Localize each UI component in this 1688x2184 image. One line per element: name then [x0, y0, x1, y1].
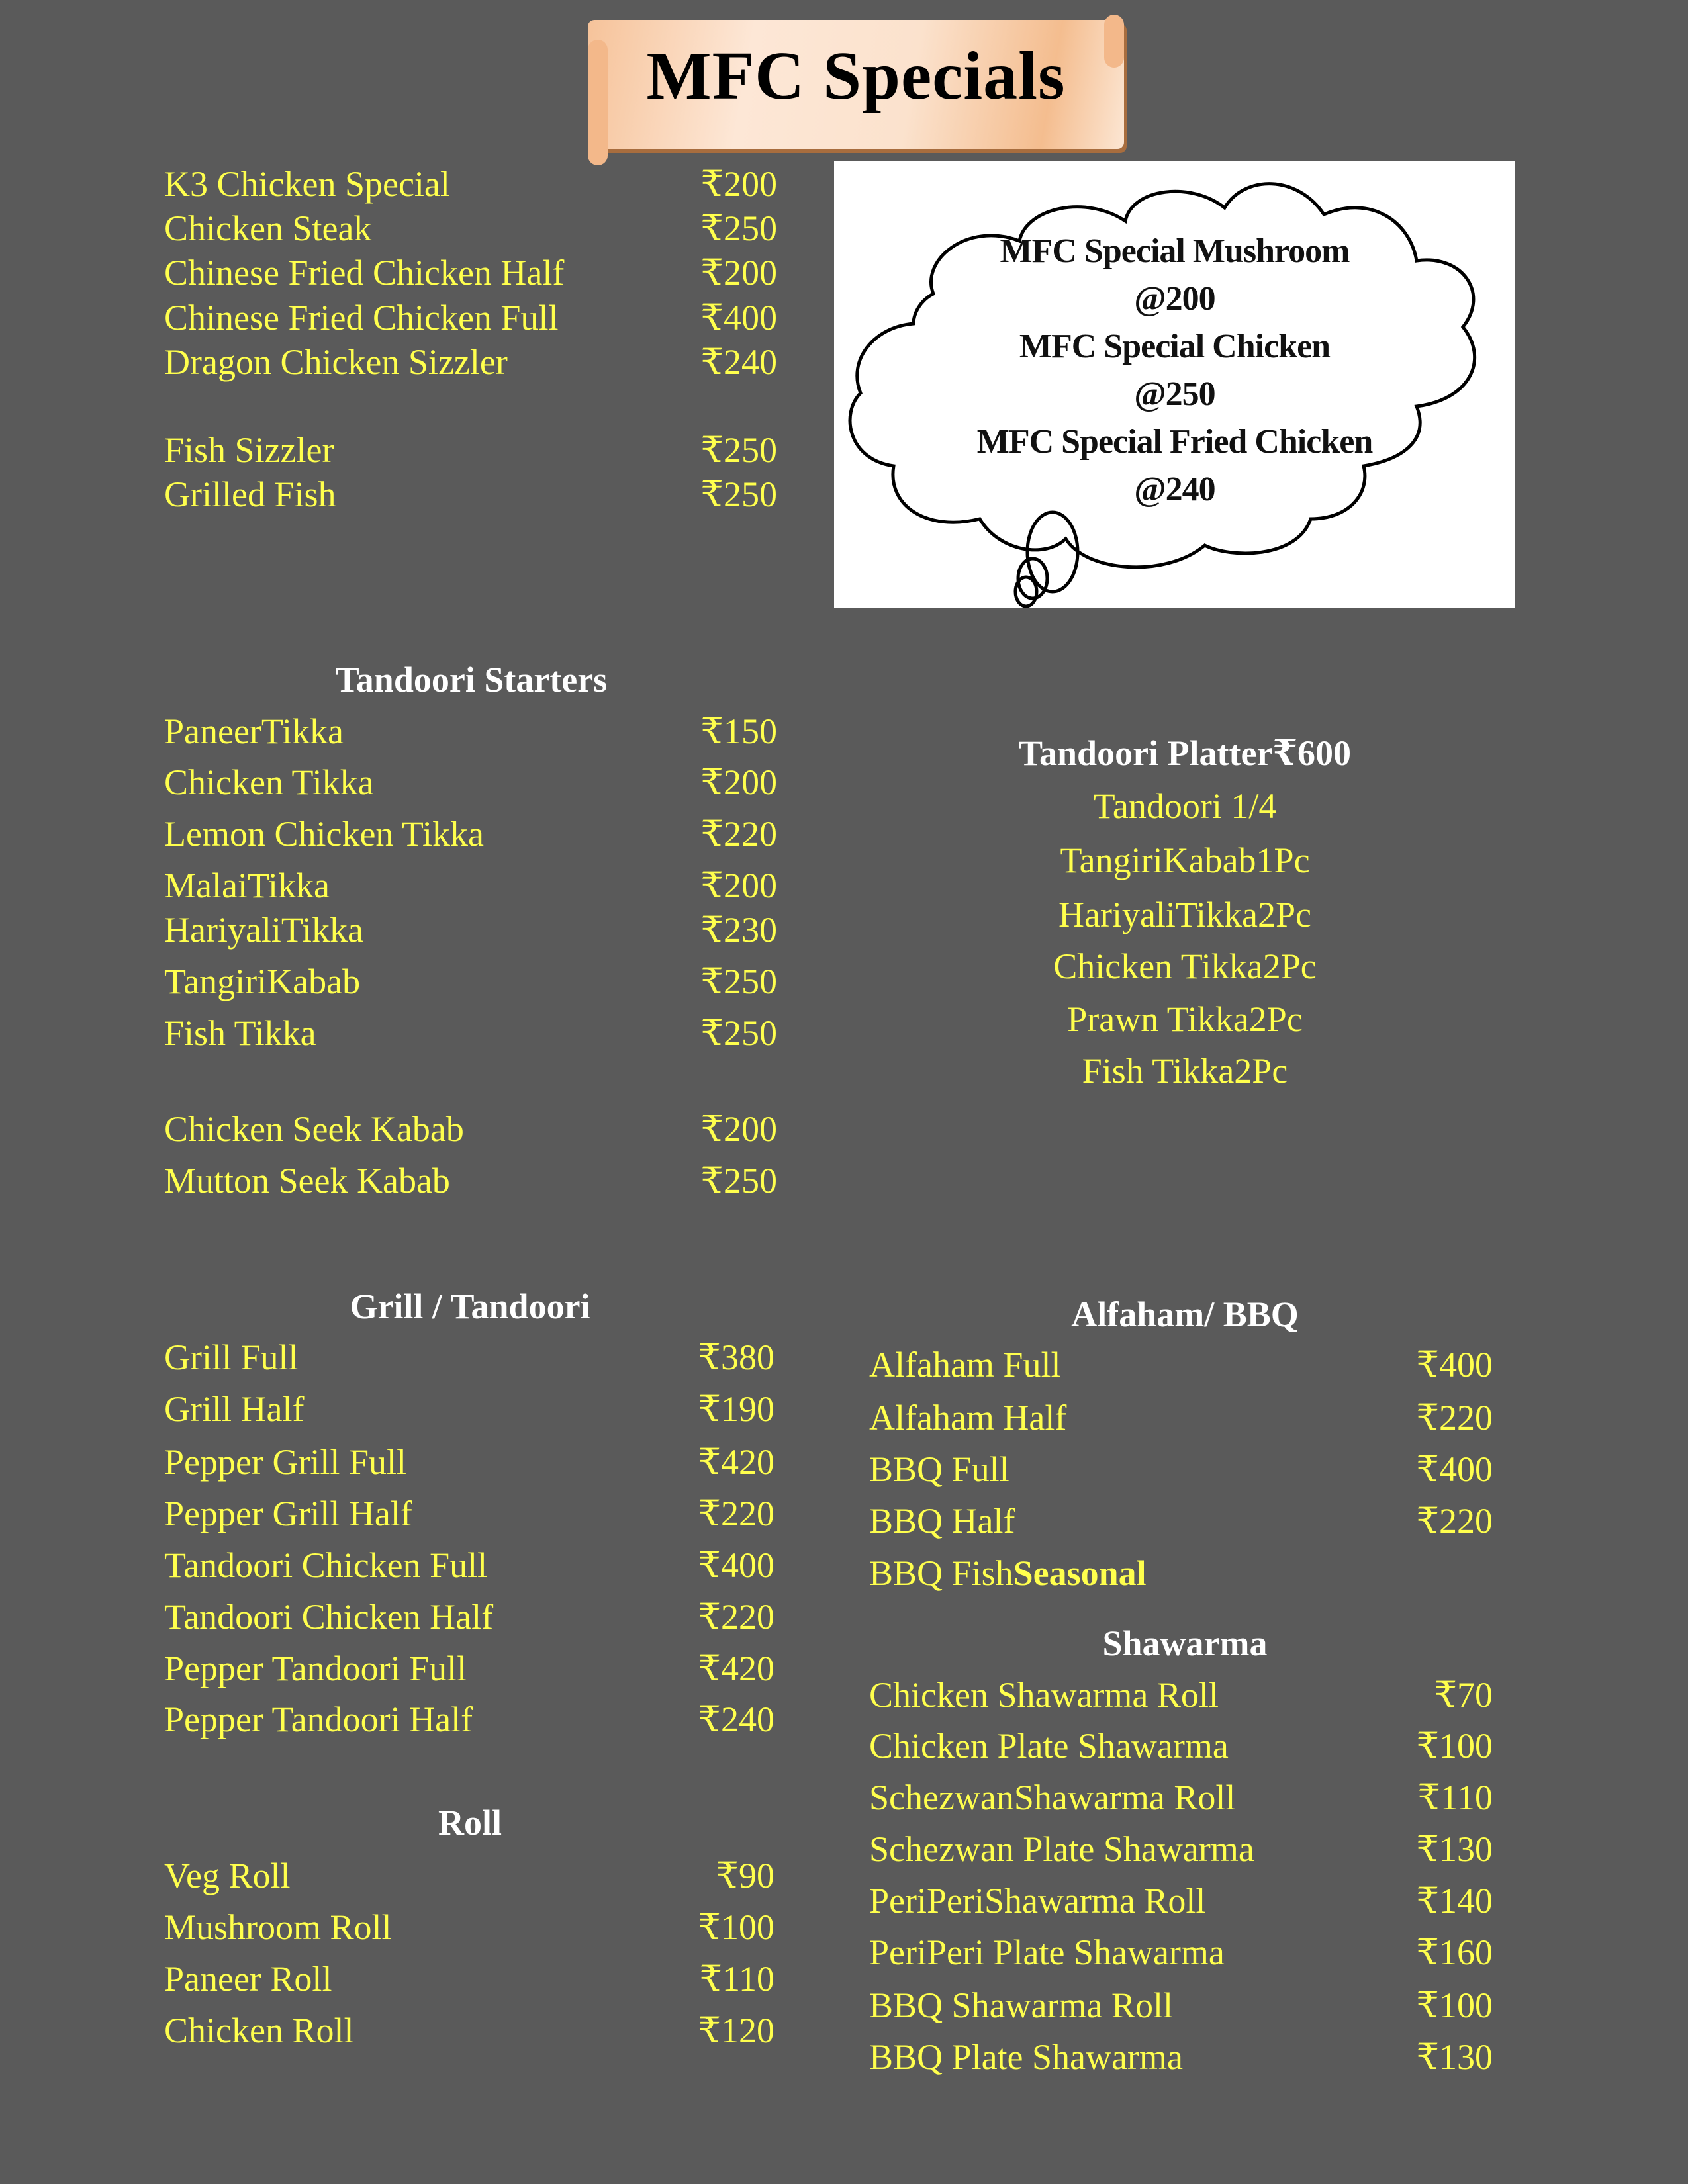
menu-item-name: Chicken Shawarma Roll [869, 1675, 1219, 1715]
menu-item-price: ₹200 [700, 866, 777, 905]
platter-item: Tandoori 1/4 [1093, 786, 1277, 826]
menu-item-name: Pepper Grill Full [164, 1442, 406, 1482]
menu-item-name: Grilled Fish [164, 475, 336, 514]
menu-item-price: ₹110 [699, 1959, 774, 1999]
menu-item-price: ₹190 [698, 1389, 774, 1429]
menu-item-price: ₹100 [1416, 1985, 1493, 2025]
menu-item-price: ₹200 [700, 1109, 777, 1149]
menu-item-price: ₹200 [700, 253, 777, 293]
platter-item: HariyaliTikka2Pc [1058, 895, 1311, 934]
menu-item-price: ₹420 [698, 1442, 774, 1482]
menu-item-name: HariyaliTikka [164, 910, 363, 950]
menu-item-name: BBQ Full [869, 1449, 1009, 1489]
menu-item-name: Mutton Seek Kabab [164, 1161, 450, 1201]
menu-item-price: ₹140 [1416, 1881, 1493, 1921]
menu-item-name: Veg Roll [164, 1856, 291, 1895]
menu-item-name: PeriPeriShawarma Roll [869, 1881, 1206, 1921]
menu-item-name: Fish Sizzler [164, 430, 334, 470]
menu-item-name: Chinese Fried Chicken Half [164, 253, 565, 293]
menu-item-name: Paneer Roll [164, 1959, 332, 1999]
menu-item-name: Chicken Plate Shawarma [869, 1726, 1229, 1766]
cloud-line: MFC Special Mushroom [1000, 232, 1350, 270]
menu-item-price: ₹400 [698, 1545, 774, 1585]
menu-item-price: ₹130 [1416, 1829, 1493, 1869]
menu-item-price: ₹200 [700, 762, 777, 802]
section-heading: Alfaham/ BBQ [1071, 1295, 1299, 1334]
menu-item-name: K3 Chicken Special [164, 164, 450, 204]
menu-item-price: ₹100 [1416, 1726, 1493, 1766]
menu-item-price: ₹400 [1416, 1345, 1493, 1385]
menu-item-name: Chicken Tikka [164, 762, 374, 802]
menu-item-name: Chicken Roll [164, 2011, 354, 2050]
menu-item-name: PeriPeri Plate Shawarma [869, 1933, 1225, 1972]
platter-item: Chicken Tikka2Pc [1053, 946, 1317, 986]
seasonal-note: Seasonal [1013, 1553, 1147, 1593]
menu-item-name: Chinese Fried Chicken Full [164, 298, 559, 338]
menu-item-name: Chicken Seek Kabab [164, 1109, 464, 1149]
menu-item-name: Fish Tikka [164, 1013, 316, 1053]
menu-item-name: Alfaham Half [869, 1398, 1067, 1437]
menu-item-name: BBQ Shawarma Roll [869, 1985, 1173, 2025]
cloud-line: MFC Special Fried Chicken [976, 423, 1373, 461]
menu-item-price: ₹240 [698, 1700, 774, 1739]
section-heading: Tandoori Platter₹600 [1018, 733, 1352, 773]
menu-item-price: ₹400 [1416, 1449, 1493, 1489]
menu-item-name: Chicken Steak [164, 208, 372, 248]
menu-item-price: ₹100 [698, 1907, 774, 1947]
menu-item-name: Tandoori Chicken Full [164, 1545, 488, 1585]
menu-item-name: Alfaham Full [869, 1345, 1061, 1385]
menu-item-price: ₹200 [700, 164, 777, 204]
menu-item-name: TangiriKabab [164, 962, 361, 1001]
cloud-line: @240 [1134, 471, 1215, 508]
menu-item-price: ₹380 [698, 1338, 774, 1377]
section-heading: Tandoori Starters [335, 660, 608, 700]
menu-item-price: ₹250 [700, 475, 777, 514]
menu-item-price: ₹250 [700, 1161, 777, 1201]
section-heading: Grill / Tandoori [350, 1287, 590, 1326]
menu-item-price: ₹130 [1416, 2037, 1493, 2077]
menu-item-name: Lemon Chicken Tikka [164, 814, 484, 854]
menu-item-name: PaneerTikka [164, 711, 344, 751]
menu-item-name: Pepper Tandoori Half [164, 1700, 473, 1739]
menu-item-price: ₹250 [700, 1013, 777, 1053]
menu-item-name: BBQ Half [869, 1501, 1015, 1541]
menu-item-name: Schezwan Plate Shawarma [869, 1829, 1254, 1869]
menu-item-price: ₹110 [1417, 1778, 1493, 1817]
platter-item: Fish Tikka2Pc [1082, 1051, 1288, 1091]
menu-item-name: BBQ Fish [869, 1553, 1013, 1593]
menu-item-name: SchezwanShawarma Roll [869, 1778, 1236, 1817]
cloud-line: @200 [1134, 280, 1215, 318]
section-heading: Shawarma [1102, 1623, 1268, 1663]
menu-item-name: MalaiTikka [164, 866, 330, 905]
menu-item-price: ₹220 [1416, 1398, 1493, 1437]
menu-item-name: Pepper Grill Half [164, 1494, 412, 1533]
menu-item-price: ₹90 [716, 1856, 774, 1895]
menu-item-name: Grill Half [164, 1389, 305, 1429]
menu-item-name: Pepper Tandoori Full [164, 1649, 467, 1688]
bbq-fish-item [869, 1553, 1147, 1593]
menu-item-price: ₹250 [700, 208, 777, 248]
menu-item-name: Mushroom Roll [164, 1907, 392, 1947]
menu-item-price: ₹220 [700, 814, 777, 854]
menu-item-price: ₹220 [698, 1494, 774, 1533]
cloud-line: @250 [1134, 375, 1215, 413]
menu-item-name: Dragon Chicken Sizzler [164, 342, 508, 382]
menu-item-price: ₹150 [700, 711, 777, 751]
menu-item-price: ₹120 [698, 2011, 774, 2050]
menu-item-price: ₹240 [700, 342, 777, 382]
page-title: MFC Specials [646, 38, 1066, 114]
menu-item-name: Tandoori Chicken Half [164, 1597, 494, 1637]
menu-item-price: ₹250 [700, 430, 777, 470]
menu-item-price: ₹70 [1434, 1675, 1493, 1715]
menu-item-price: ₹400 [700, 298, 777, 338]
section-heading: Roll [438, 1803, 502, 1843]
menu-item-price: ₹220 [698, 1597, 774, 1637]
menu-item-price: ₹420 [698, 1649, 774, 1688]
platter-item: TangiriKabab1Pc [1060, 841, 1310, 880]
menu-item-price: ₹230 [700, 910, 777, 950]
menu-item-name: Grill Full [164, 1338, 299, 1377]
platter-item: Prawn Tikka2Pc [1067, 999, 1303, 1039]
menu-item-name: BBQ Plate Shawarma [869, 2037, 1183, 2077]
menu-item-price: ₹250 [700, 962, 777, 1001]
cloud-line: MFC Special Chicken [1019, 328, 1331, 365]
menu-item-price: ₹220 [1416, 1501, 1493, 1541]
menu-item-price: ₹160 [1416, 1933, 1493, 1972]
